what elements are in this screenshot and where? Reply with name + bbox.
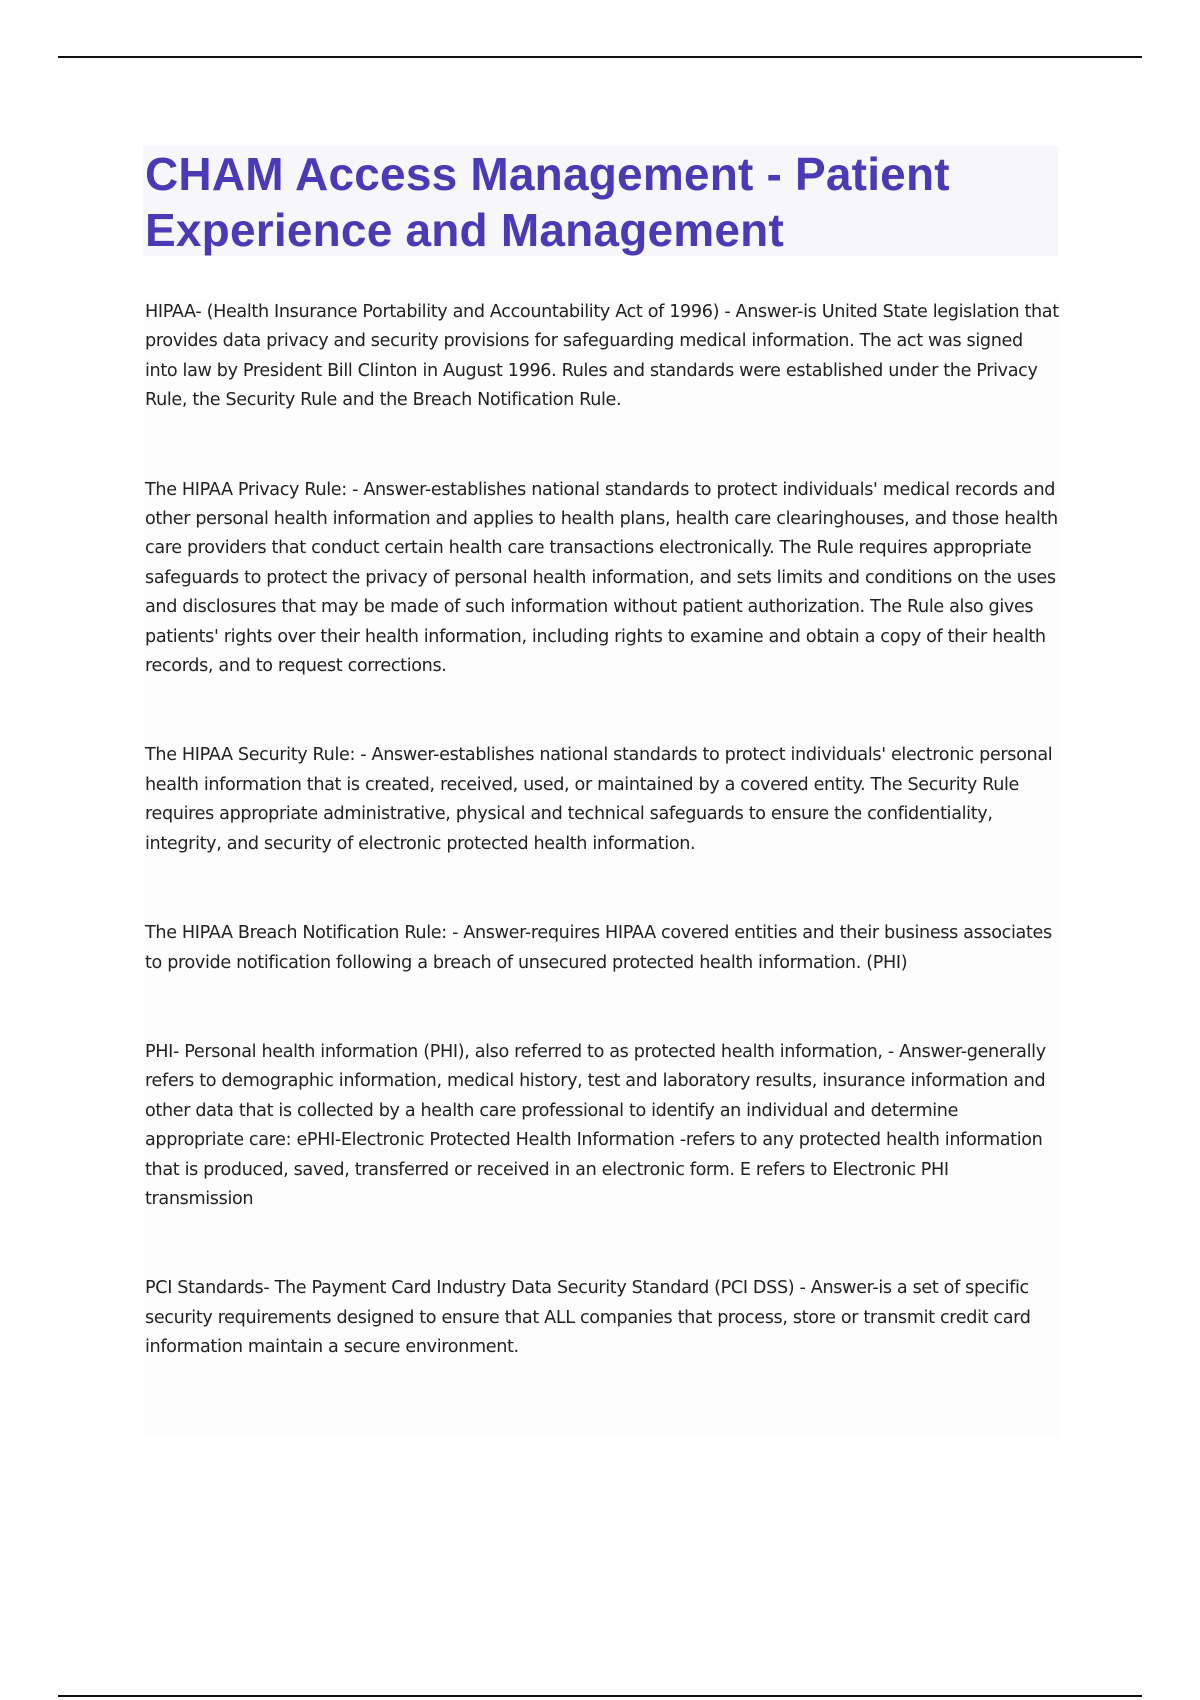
page-title: CHAM Access Management - Patient Experience and Management xyxy=(145,148,950,256)
entry-security-rule: The HIPAA Security Rule: - Answer-establishes national standards to protect individuals' electronic personal health information that is created, received, used, or maintained by a covered entity. The Security Rule requires appropriate administrative, physical and technical safeguards to ensure the confidentiality, integrity, and security of electronic protected health information. xyxy=(145,745,1053,854)
entry-privacy-rule: The HIPAA Privacy Rule: - Answer-establishes national standards to protect individuals' medical records and other personal health information and applies to health plans, health care clearinghouses, and those health care providers that conduct certain health care transactions electronically. The Rule requires appropriate safeguards to protect the privacy of personal health information, and sets limits and conditions on the uses and disclosures that may be made of such information without patient authorization. The Rule also gives patients' rights over their health information, including rights to examine and obtain a copy of their health records, and to request corrections. xyxy=(145,479,1058,677)
document-body xyxy=(145,298,1060,1438)
entry-phi: PHI- Personal health information (PHI), also referred to as protected health information, - Answer-generally refers to demographic information, medical history, test and laboratory results, insurance information and other data that is collected by a health care professional to identify an individual and determine appropriate care: ePHI-Electronic Protected Health Information -refers to any protected health information that is produced, saved, transferred or received in an electronic form. E refers to Electronic PHI transmission xyxy=(145,1041,1046,1209)
entry-pci-standards: PCI Standards- The Payment Card Industry Data Security Standard (PCI DSS) - Answer-is a set of specific security requirements designed to ensure that ALL companies that process, store or transmit credit card information maintain a secure environment. xyxy=(145,1278,1031,1358)
entry-hipaa: HIPAA- (Health Insurance Portability and Accountability Act of 1996) - Answer-is United State legislation that provides data privacy and security provisions for safeguarding medical information. The act was signed into law by President Bill Clinton in August 1996. Rules and standards were established under the Privacy Rule, the Security Rule and the Breach Notification Rule. xyxy=(145,302,1059,411)
header-rule xyxy=(58,56,1142,58)
entry-breach-notification-rule: The HIPAA Breach Notification Rule: - Answer-requires HIPAA covered entities and their business associates to provide notification following a breach of unsecured protected health information. (PHI) xyxy=(145,923,1052,973)
title-block xyxy=(143,146,1058,256)
footer-rule xyxy=(58,1695,1142,1697)
